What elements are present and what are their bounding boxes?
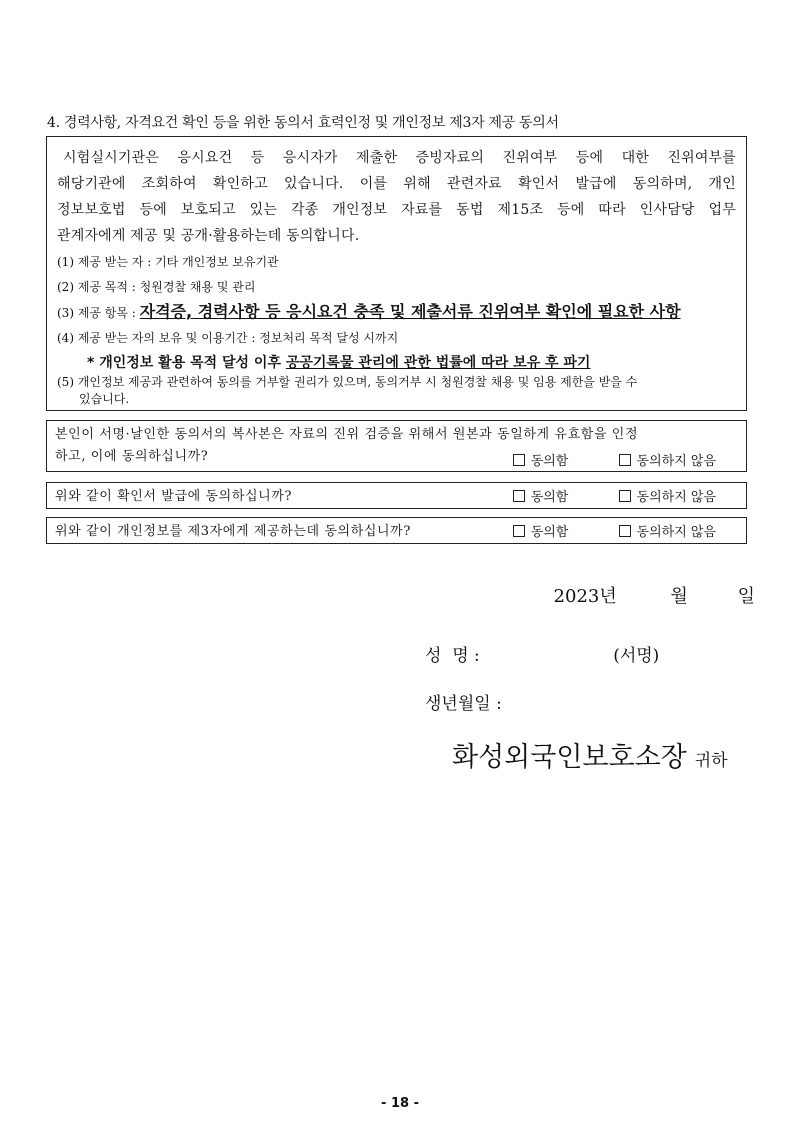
item-refusal-right — [57, 374, 736, 408]
name-label: 성 명 : — [425, 646, 480, 666]
agree-label: 동의함 — [530, 525, 569, 540]
item-data-fields — [57, 303, 736, 322]
agree-label: 동의함 — [530, 454, 569, 469]
recipient-suffix: 귀하 — [694, 751, 728, 771]
answer-options — [513, 450, 716, 470]
question-text-line1: 본인이 서명·날인한 동의서의 복사본은 자료의 진위 검증을 위해서 원본과 동일하게 유효함을 인정 — [55, 427, 639, 442]
section-heading: 4. 경력사항, 자격요건 확인 등을 위한 동의서 효력인정 및 개인정보 제3자 제공 동의서 — [47, 115, 559, 131]
checkbox-icon[interactable] — [513, 525, 525, 537]
date-year: 2023년 — [553, 586, 617, 607]
page-number: - 18 - — [381, 1096, 419, 1111]
checkbox-icon[interactable] — [619, 490, 631, 502]
question-copy-validity — [46, 420, 747, 472]
retention-note — [57, 352, 736, 372]
answer-options — [513, 486, 716, 506]
agree-option[interactable] — [513, 486, 569, 505]
item-recipient: (1) 제공 받는 자 : 기타 개인정보 보유기관 — [57, 255, 279, 269]
recipient — [452, 735, 728, 774]
birthdate-label: 생년월일 : — [425, 694, 502, 714]
agree-option[interactable] — [513, 450, 569, 469]
signature-line — [425, 641, 659, 666]
disagree-label: 동의하지 않음 — [636, 525, 716, 540]
paragraph-line: 관계자에게 제공 및 공개·활용하는데 동의합니다. — [57, 228, 360, 244]
item-data-fields-value: 자격증, 경력사항 등 응시요건 충족 및 제출서류 진위여부 확인에 필요한 사항 — [139, 302, 681, 321]
consent-paragraph — [57, 145, 736, 249]
paragraph-line: 시험실시기관은 응시요건 등 응시자가 제출한 증빙자료의 진위여부 등에 대한 진위여부를 — [63, 150, 736, 166]
question-third-party — [46, 517, 747, 544]
checkbox-icon[interactable] — [513, 490, 525, 502]
recipient-name: 화성외국인보호소장 — [452, 742, 687, 773]
question-text-line2: 하고, 이에 동의하십니까? — [55, 449, 209, 464]
item-purpose: (2) 제공 목적 : 청원경찰 채용 및 관리 — [57, 280, 256, 294]
agree-option[interactable] — [513, 521, 569, 540]
question-certificate — [46, 482, 747, 509]
note-underlined: 공공기록물 관리에 관한 법률에 따라 보유 후 파기 — [285, 355, 591, 371]
paragraph-line: 해당기관에 조회하여 확인하고 있습니다. 이를 위해 관련자료 확인서 발급에 동의하며, 개인 — [57, 176, 736, 192]
checkbox-icon[interactable] — [619, 454, 631, 466]
date-day: 일 — [737, 586, 755, 607]
answer-options — [513, 521, 716, 541]
item-data-fields-label: (3) 제공 항목 : — [57, 306, 140, 320]
sign-label: (서명) — [613, 646, 660, 666]
note-prefix: * 개인정보 활용 목적 달성 이후 — [87, 355, 286, 371]
item5-line2: 있습니다. — [79, 392, 130, 406]
agree-label: 동의함 — [530, 490, 569, 505]
disagree-label: 동의하지 않음 — [636, 454, 716, 469]
disagree-option[interactable] — [619, 450, 716, 469]
checkbox-icon[interactable] — [619, 525, 631, 537]
date-month: 월 — [670, 586, 688, 607]
question-text-line1: 위와 같이 개인정보를 제3자에게 제공하는데 동의하십니까? — [55, 524, 411, 539]
disagree-option[interactable] — [619, 521, 716, 540]
question-text-line1: 위와 같이 확인서 발급에 동의하십니까? — [55, 489, 293, 504]
checkbox-icon[interactable] — [513, 454, 525, 466]
disagree-option[interactable] — [619, 486, 716, 505]
consent-details-box — [46, 136, 747, 411]
disagree-label: 동의하지 않음 — [636, 490, 716, 505]
item5-line1: (5) 개인정보 제공과 관련하여 동의를 거부할 권리가 있으며, 동의거부 시 청원경찰 채용 및 임용 제한을 받을 수 — [57, 375, 638, 389]
paragraph-line: 정보보호법 등에 보호되고 있는 각종 개인정보 자료를 동법 제15조 등에 따라 인사담당 업무 — [57, 202, 736, 218]
item-retention: (4) 제공 받는 자의 보유 및 이용기간 : 정보처리 목적 달성 시까지 — [57, 331, 399, 345]
date-line — [554, 582, 755, 608]
